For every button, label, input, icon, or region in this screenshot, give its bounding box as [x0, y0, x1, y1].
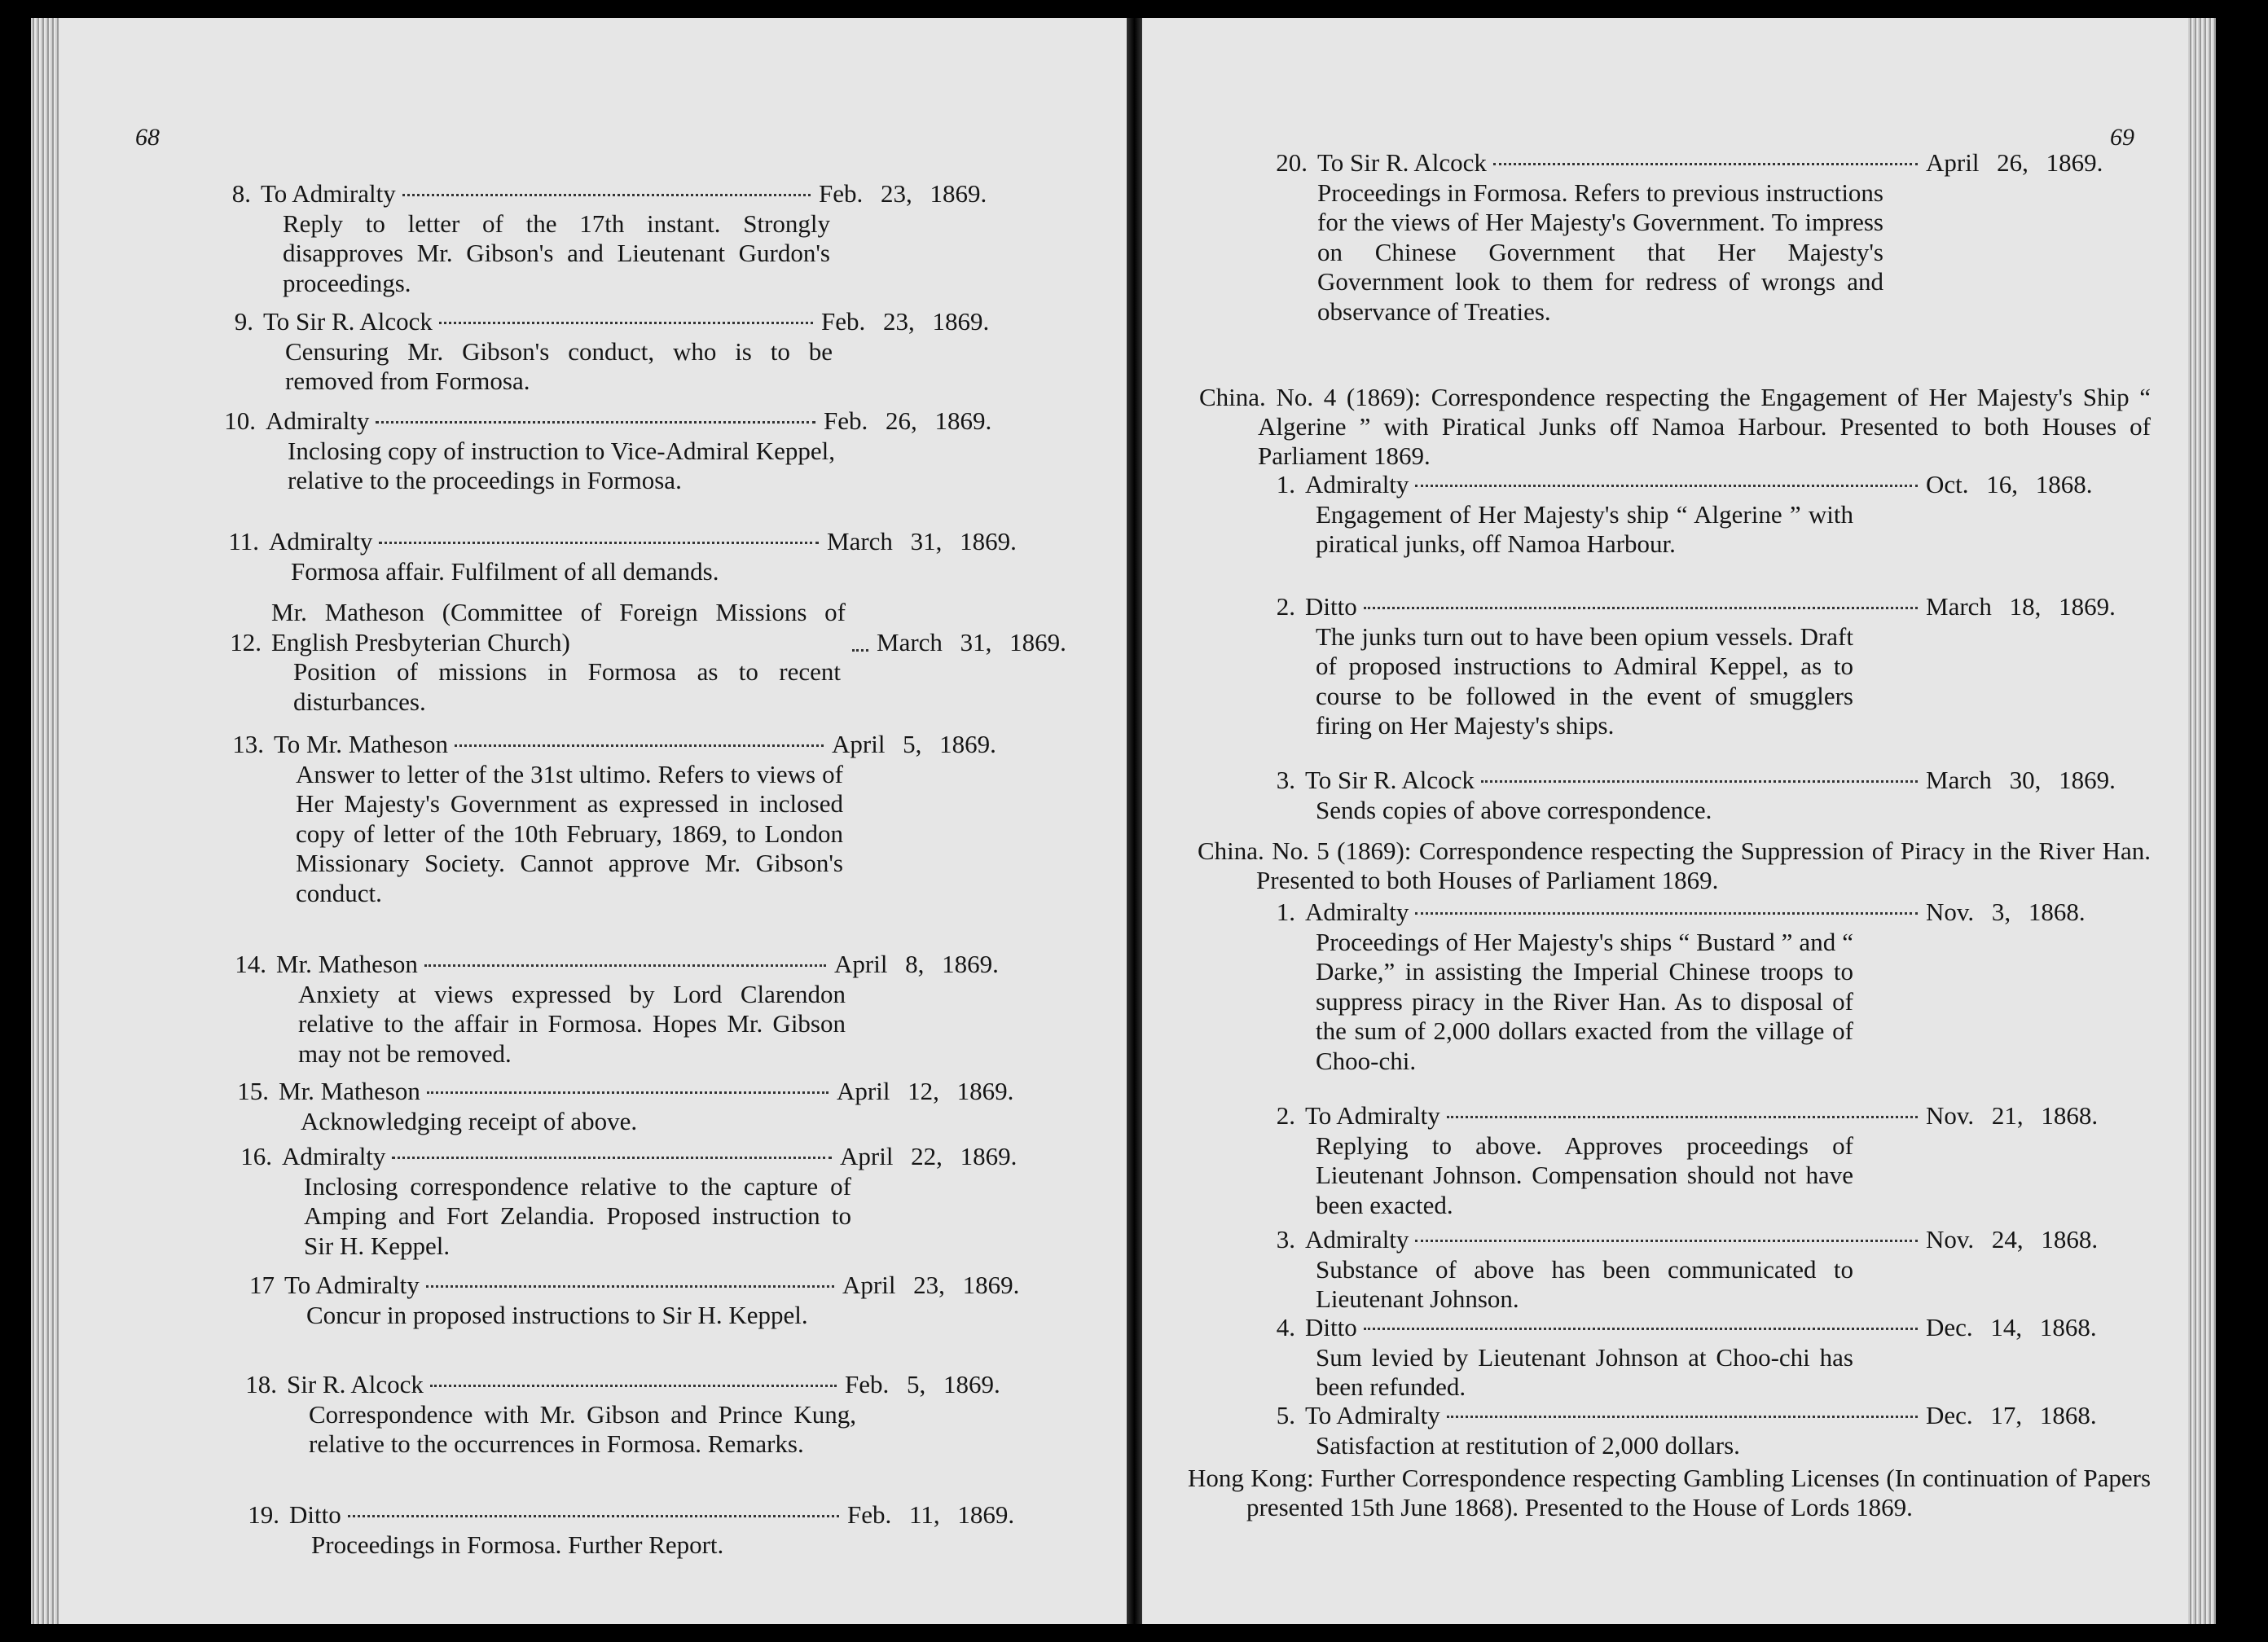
correspondence-entry	[222, 950, 1061, 1069]
correspondence-entry	[211, 406, 1050, 496]
entry-date: March 31, 1869.	[877, 627, 1066, 656]
entry-date: March 31, 1869.	[827, 527, 1017, 555]
entry-heading	[1264, 766, 2152, 796]
entry-date: Feb. 5, 1869.	[845, 1370, 1000, 1398]
entry-summary: Satisfaction at restitution of 2,000 dollars.	[1316, 1430, 1740, 1460]
dot-leader	[348, 1515, 839, 1517]
entry-recipient: To Admiralty	[1305, 1401, 1440, 1429]
entry-summary: Proceedings in Formosa. Refers to previous instructions for the views of Her Majesty's Government. To impress on Chinese Government that Her Majesty's Government look to them for redress of wrongs and observance of Treaties.	[1317, 178, 1883, 326]
entry-number: 13.	[232, 730, 264, 758]
entry-summary: Formosa affair. Fulfilment of all demands.	[291, 556, 719, 586]
entry-date: April 22, 1869.	[840, 1142, 1018, 1170]
dot-leader	[1447, 1416, 1918, 1418]
entry-number: 4.	[1276, 1313, 1295, 1341]
entry-number: 10.	[224, 406, 256, 435]
entry-recipient: Admiralty	[269, 527, 373, 555]
entry-date: Nov. 24, 1868.	[1926, 1225, 2099, 1253]
correspondence-entry	[1264, 1313, 2152, 1403]
dot-leader	[392, 1157, 832, 1159]
section-title: Correspondence respecting the Engagement of Her Majesty's Ship “ Algerine ” with Piratical Junks off Namoa Harbour. Presented to both Houses of Parliament 1869.	[1258, 383, 2152, 470]
entry-heading	[206, 179, 1045, 209]
entry-summary: Correspondence with Mr. Gibson and Prince Kung, relative to the occurrences in Formosa. Remarks.	[309, 1399, 856, 1458]
entry-date: Feb. 11, 1869.	[847, 1500, 1015, 1529]
entry-summary: Inclosing correspondence relative to the capture of Amping and Fort Zelandia. Proposed instruction to Sir H. Keppel.	[304, 1171, 851, 1260]
entry-summary: Proceedings in Formosa. Further Report.	[311, 1530, 724, 1559]
correspondence-entry	[1264, 592, 2152, 741]
page-number: 68	[135, 124, 160, 151]
entry-summary: Anxiety at views expressed by Lord Clarendon relative to the affair in Formosa. Hopes Mr. Gibson may not be removed.	[298, 979, 846, 1068]
entry-date: March 30, 1869.	[1926, 766, 2116, 794]
correspondence-entry	[209, 307, 1048, 397]
entry-recipient: To Admiralty	[261, 179, 396, 208]
entry-recipient: Mr. Matheson (Committee of Foreign Missions of English Presbyterian Church)	[271, 598, 846, 656]
dot-leader	[1364, 1328, 1918, 1330]
entry-heading	[1264, 1401, 2152, 1431]
dot-leader	[852, 649, 868, 652]
entry-summary: Inclosing copy of instruction to Vice-Admiral Keppel, relative to the proceedings in Formosa.	[288, 436, 835, 494]
section-label: China. No. 5 (1869):	[1198, 836, 1412, 865]
correspondence-entry	[217, 598, 1066, 717]
entry-date: Feb. 23, 1869.	[819, 179, 987, 208]
correspondence-entry	[224, 1077, 1063, 1136]
section-text	[1188, 1464, 2152, 1522]
entry-recipient: To Admiralty	[284, 1271, 420, 1299]
dot-leader	[424, 964, 826, 967]
entry-number: 15.	[237, 1077, 269, 1105]
entry-number: 8.	[231, 179, 251, 208]
entry-recipient: Mr. Matheson	[276, 950, 418, 978]
dot-leader	[1447, 1116, 1918, 1118]
entry-recipient: Ditto	[1305, 1313, 1357, 1341]
correspondence-entry	[1264, 1101, 2152, 1220]
entry-date: April 5, 1869.	[832, 730, 996, 758]
dot-leader	[1415, 485, 1918, 487]
entry-heading	[1264, 898, 2152, 928]
entry-summary: Censuring Mr. Gibson's conduct, who is to be removed from Formosa.	[285, 336, 833, 395]
entry-date: Nov. 3, 1868.	[1926, 898, 2086, 926]
section-text	[1198, 836, 2151, 895]
entry-number: 1.	[1276, 898, 1295, 926]
entry-number: 3.	[1276, 766, 1295, 794]
entry-date: Dec. 17, 1868.	[1926, 1401, 2097, 1429]
section-label: China. No. 4 (1869):	[1199, 383, 1422, 411]
entry-recipient: Admiralty	[1305, 1225, 1409, 1253]
entry-heading	[1264, 592, 2152, 622]
section-header	[1188, 1464, 2151, 1522]
correspondence-entry	[1264, 470, 2152, 560]
correspondence-entry	[230, 1271, 1069, 1330]
entry-recipient: To Admiralty	[1305, 1101, 1440, 1130]
entry-heading	[1264, 1101, 2152, 1131]
right-page	[1142, 18, 2216, 1624]
correspondence-entry	[1264, 766, 2152, 825]
entry-number: 5.	[1276, 1401, 1295, 1429]
entry-summary: Sends copies of above correspondence.	[1316, 795, 1712, 824]
correspondence-entry	[1264, 898, 2152, 1076]
entry-summary: Proceedings of Her Majesty's ships “ Bustard ” and “ Darke,” in assisting the Imperial Chinese troops to suppress piracy in the River Han. As to disposal of the sum of 2,000 dollars exacted from the village of Choo-chi.	[1316, 927, 1853, 1075]
dot-leader	[426, 1285, 834, 1288]
entry-heading	[227, 1142, 1066, 1172]
entry-summary: Substance of above has been communicated to Lieutenant Johnson.	[1316, 1254, 1853, 1313]
entry-number: 20.	[1276, 148, 1308, 177]
left-page	[31, 18, 1127, 1624]
entry-number: 17	[249, 1271, 275, 1299]
section-header	[1198, 836, 2151, 895]
dot-leader	[376, 421, 815, 424]
dot-leader	[1415, 912, 1918, 915]
page-number: 69	[2110, 124, 2134, 151]
entry-summary: Acknowledging receipt of above.	[301, 1106, 638, 1135]
entry-summary: The junks turn out to have been opium vessels. Draft of proposed instructions to Admiral Keppel, as to course to be followed in the event of smugglers firing on Her Majesty's ships.	[1316, 621, 1853, 740]
entry-heading	[211, 406, 1050, 437]
dot-leader	[439, 322, 813, 324]
entry-heading	[1263, 148, 2152, 178]
entry-recipient: To Sir R. Alcock	[1305, 766, 1475, 794]
entry-recipient: Admiralty	[266, 406, 370, 435]
entry-summary: Reply to letter of the 17th instant. Strongly disapproves Mr. Gibson's and Lieutenant Gurdon's proceedings.	[283, 209, 830, 297]
entry-date: Oct. 16, 1868.	[1926, 470, 2093, 498]
entry-summary: Engagement of Her Majesty's ship “ Algerine ” with piratical junks, off Namoa Harbour.	[1316, 499, 1853, 558]
entry-date: Dec. 14, 1868.	[1926, 1313, 2097, 1341]
section-text	[1199, 383, 2152, 471]
entry-heading	[219, 730, 1058, 760]
section-header	[1199, 383, 2151, 471]
section-label: Hong Kong:	[1188, 1464, 1314, 1492]
entry-number: 16.	[240, 1142, 272, 1170]
entry-number: 11.	[228, 527, 259, 555]
entry-heading	[209, 307, 1048, 337]
entry-heading	[1264, 1225, 2152, 1255]
dot-leader	[1364, 607, 1918, 609]
entry-summary: Concur in proposed instructions to Sir H. Keppel.	[306, 1300, 808, 1329]
correspondence-entry	[214, 527, 1053, 586]
entry-date: Nov. 21, 1868.	[1926, 1101, 2099, 1130]
entry-recipient: Admiralty	[282, 1142, 386, 1170]
correspondence-entry	[235, 1500, 1074, 1560]
section-title: Further Correspondence respecting Gambling Licenses (In continuation of Papers presented 15th June 1868). Presented to the House of Lords 1869.	[1246, 1464, 2152, 1521]
dot-leader	[427, 1091, 829, 1094]
dot-leader	[1415, 1240, 1918, 1242]
entry-number: 1.	[1276, 470, 1295, 498]
entry-heading	[1264, 1313, 2152, 1343]
entry-recipient: Ditto	[1305, 592, 1357, 621]
entry-recipient: Ditto	[289, 1500, 341, 1529]
entry-number: 2.	[1276, 592, 1295, 621]
dot-leader	[430, 1385, 837, 1387]
entry-number: 18.	[245, 1370, 277, 1398]
entry-number: 19.	[248, 1500, 279, 1529]
entry-date: April 23, 1869.	[842, 1271, 1020, 1299]
dot-leader	[1481, 780, 1918, 783]
book-gutter	[1127, 18, 1142, 1624]
entry-date: April 26, 1869.	[1926, 148, 2103, 177]
entry-heading	[224, 1077, 1063, 1107]
entry-date: April 8, 1869.	[834, 950, 999, 978]
entry-recipient: Sir R. Alcock	[287, 1370, 424, 1398]
correspondence-entry	[219, 730, 1058, 908]
entry-summary: Answer to letter of the 31st ultimo. Refers to views of Her Majesty's Government as expressed in inclosed copy of letter of the 10th February, 1869, to London Missionary Society. Cannot approve Mr. Gibson's conduct.	[296, 759, 843, 907]
entry-date: Feb. 23, 1869.	[821, 307, 990, 336]
entry-heading	[1264, 470, 2152, 500]
entry-number: 9.	[234, 307, 253, 336]
dot-leader	[1493, 163, 1918, 165]
correspondence-entry	[232, 1370, 1071, 1460]
correspondence-entry	[206, 179, 1045, 298]
entry-heading	[232, 1370, 1071, 1400]
page-edge	[2188, 18, 2216, 1624]
section-title: Correspondence respecting the Suppression of Piracy in the River Han. Presented to both Houses of Parliament 1869.	[1256, 836, 2151, 894]
correspondence-entry	[227, 1142, 1066, 1261]
correspondence-entry	[1263, 148, 2152, 327]
entry-summary: Position of missions in Formosa as to recent disturbances.	[293, 657, 841, 716]
entry-recipient: To Sir R. Alcock	[263, 307, 433, 336]
dot-leader	[455, 744, 824, 747]
entry-heading	[222, 950, 1061, 980]
entry-recipient: Admiralty	[1305, 898, 1409, 926]
entry-summary: Sum levied by Lieutenant Johnson at Choo-chi has been refunded.	[1316, 1342, 1853, 1401]
entry-heading	[230, 1271, 1069, 1301]
entry-number: 14.	[235, 950, 266, 978]
dot-leader	[379, 542, 819, 544]
entry-summary: Replying to above. Approves proceedings of Lieutenant Johnson. Compensation should not have been exacted.	[1316, 1131, 1853, 1219]
entry-number: 3.	[1276, 1225, 1295, 1253]
entry-recipient: To Sir R. Alcock	[1317, 148, 1487, 177]
page-edge	[31, 18, 59, 1624]
entry-date: Feb. 26, 1869.	[824, 406, 992, 435]
entry-number: 12.	[230, 627, 262, 656]
entry-heading	[217, 598, 1066, 657]
correspondence-entry	[1264, 1225, 2152, 1315]
entry-heading	[214, 527, 1053, 557]
entry-date: April 12, 1869.	[837, 1077, 1014, 1105]
entry-date: March 18, 1869.	[1926, 592, 2116, 621]
entry-recipient: Mr. Matheson	[279, 1077, 420, 1105]
entry-recipient: To Mr. Matheson	[274, 730, 448, 758]
correspondence-entry	[1264, 1401, 2152, 1460]
entry-heading	[235, 1500, 1074, 1530]
dot-leader	[402, 194, 811, 196]
entry-number: 2.	[1276, 1101, 1295, 1130]
entry-recipient: Admiralty	[1305, 470, 1409, 498]
